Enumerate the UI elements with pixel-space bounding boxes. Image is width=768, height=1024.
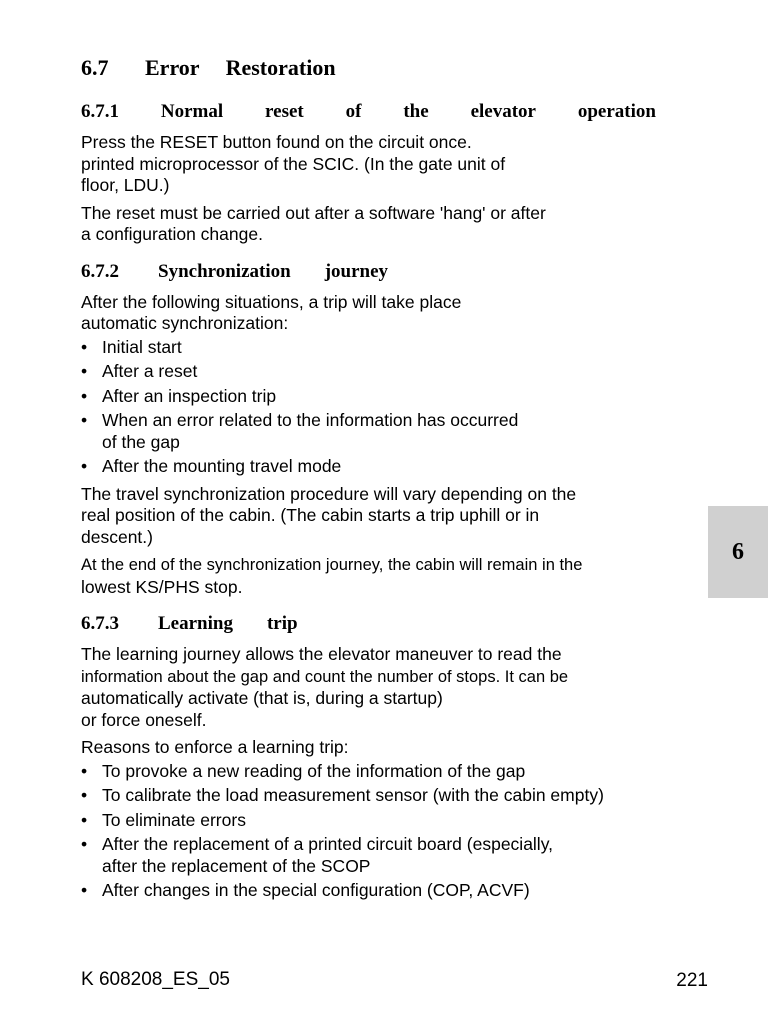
chapter-tab: 6: [708, 506, 768, 598]
title-word: journey: [324, 260, 389, 282]
item-text: After the mounting travel mode: [102, 456, 342, 476]
bullet-icon: •: [81, 785, 88, 805]
text-line: After the following situations, a trip will take place: [81, 291, 462, 312]
text-line: automatic synchronization:: [81, 313, 289, 333]
list-item: [81, 834, 701, 877]
bullet-icon: •: [81, 361, 88, 381]
subsection-6-7-3: [81, 612, 701, 902]
text-line: information about the gap and count the number of stops. It can be: [81, 667, 569, 686]
text-line: The reset must be carried out after a software 'hang' or after: [81, 202, 546, 223]
paragraph: [81, 203, 701, 246]
text-line: The learning journey allows the elevator maneuver to read the: [81, 644, 562, 664]
title-word: trip: [266, 613, 298, 634]
text-line: real position of the cabin. (The cabin starts a trip uphill or in: [81, 505, 540, 525]
list-item: [81, 810, 701, 832]
text-line: At the end of the synchronization journey, the cabin will remain in the: [81, 556, 583, 574]
item-text: When an error related to the information has occurred: [102, 410, 519, 430]
bullet-icon: •: [81, 410, 88, 430]
list-item: [81, 761, 701, 783]
bullet-icon: •: [81, 385, 88, 406]
title-word: of: [345, 101, 362, 122]
section-heading: [81, 54, 701, 82]
title-word: Learning: [158, 613, 233, 634]
bullet-list: [81, 337, 701, 478]
item-text: After a reset: [102, 361, 198, 381]
bullet-icon: •: [81, 834, 88, 854]
subsection-6-7-2: [81, 260, 701, 599]
item-text: of the gap: [102, 431, 180, 452]
title-word: operation: [577, 101, 656, 122]
item-text: To calibrate the load measurement sensor (with the cabin empty): [102, 785, 604, 805]
heading-word: Error: [145, 55, 200, 80]
heading-word: Restoration: [225, 55, 336, 80]
page-content: [81, 54, 701, 916]
text-line: Press the RESET button found on the circuit once.: [81, 132, 472, 152]
title-word: reset: [265, 101, 304, 122]
list-item: [81, 410, 701, 453]
text-line: floor, LDU.): [81, 175, 170, 195]
subsection-number: 6.7.2: [81, 260, 119, 282]
item-text: After the replacement of a printed circuit board (especially,: [102, 834, 554, 854]
document-code: K 608208_ES_05: [81, 969, 230, 990]
list-item: [81, 880, 701, 902]
paragraph: [81, 292, 701, 335]
text-line: or force oneself.: [81, 709, 207, 730]
bullet-icon: •: [81, 336, 88, 357]
list-item: [81, 456, 701, 478]
bullet-icon: •: [81, 809, 88, 830]
item-text: To provoke a new reading of the information of the gap: [102, 760, 526, 781]
item-text: After an inspection trip: [102, 385, 277, 406]
text-line: The travel synchronization procedure will vary depending on the: [81, 483, 577, 504]
title-word: Synchronization: [158, 260, 291, 282]
bullet-icon: •: [81, 760, 88, 781]
list-item: [81, 785, 701, 807]
page-number: 221: [676, 970, 708, 991]
paragraph: [81, 484, 701, 549]
bullet-list: [81, 761, 701, 902]
subsection-title: [81, 260, 701, 284]
paragraph: [81, 554, 701, 598]
subsection-number: 6.7.1: [81, 101, 119, 122]
paragraph: Reasons to enforce a learning trip:: [81, 737, 349, 757]
title-word: the: [403, 101, 429, 122]
text-line: lowest KS/PHS stop.: [81, 576, 243, 597]
bullet-icon: •: [81, 880, 88, 900]
item-text: To eliminate errors: [102, 809, 246, 830]
item-text: after the replacement of the SCOP: [102, 855, 371, 876]
item-text: After changes in the special configuration (COP, ACVF): [102, 880, 530, 900]
subsection-number: 6.7.3: [81, 613, 119, 634]
bullet-icon: •: [81, 456, 88, 476]
item-text: Initial start: [102, 336, 182, 357]
subsection-title: [81, 100, 656, 124]
subsection-title: [81, 612, 701, 636]
title-word: elevator: [470, 101, 536, 122]
text-line: printed microprocessor of the SCIC. (In the gate unit of: [81, 153, 506, 174]
text-line: a configuration change.: [81, 224, 263, 244]
heading-number: 6.7: [81, 55, 109, 80]
paragraph: [81, 644, 701, 731]
text-line: automatically activate (that is, during a startup): [81, 688, 443, 708]
paragraph: [81, 132, 701, 197]
list-item: [81, 361, 701, 383]
title-word: Normal: [160, 101, 224, 122]
list-item: [81, 386, 701, 408]
text-line: descent.): [81, 526, 153, 547]
list-item: [81, 337, 701, 359]
subsection-6-7-1: [81, 100, 701, 246]
